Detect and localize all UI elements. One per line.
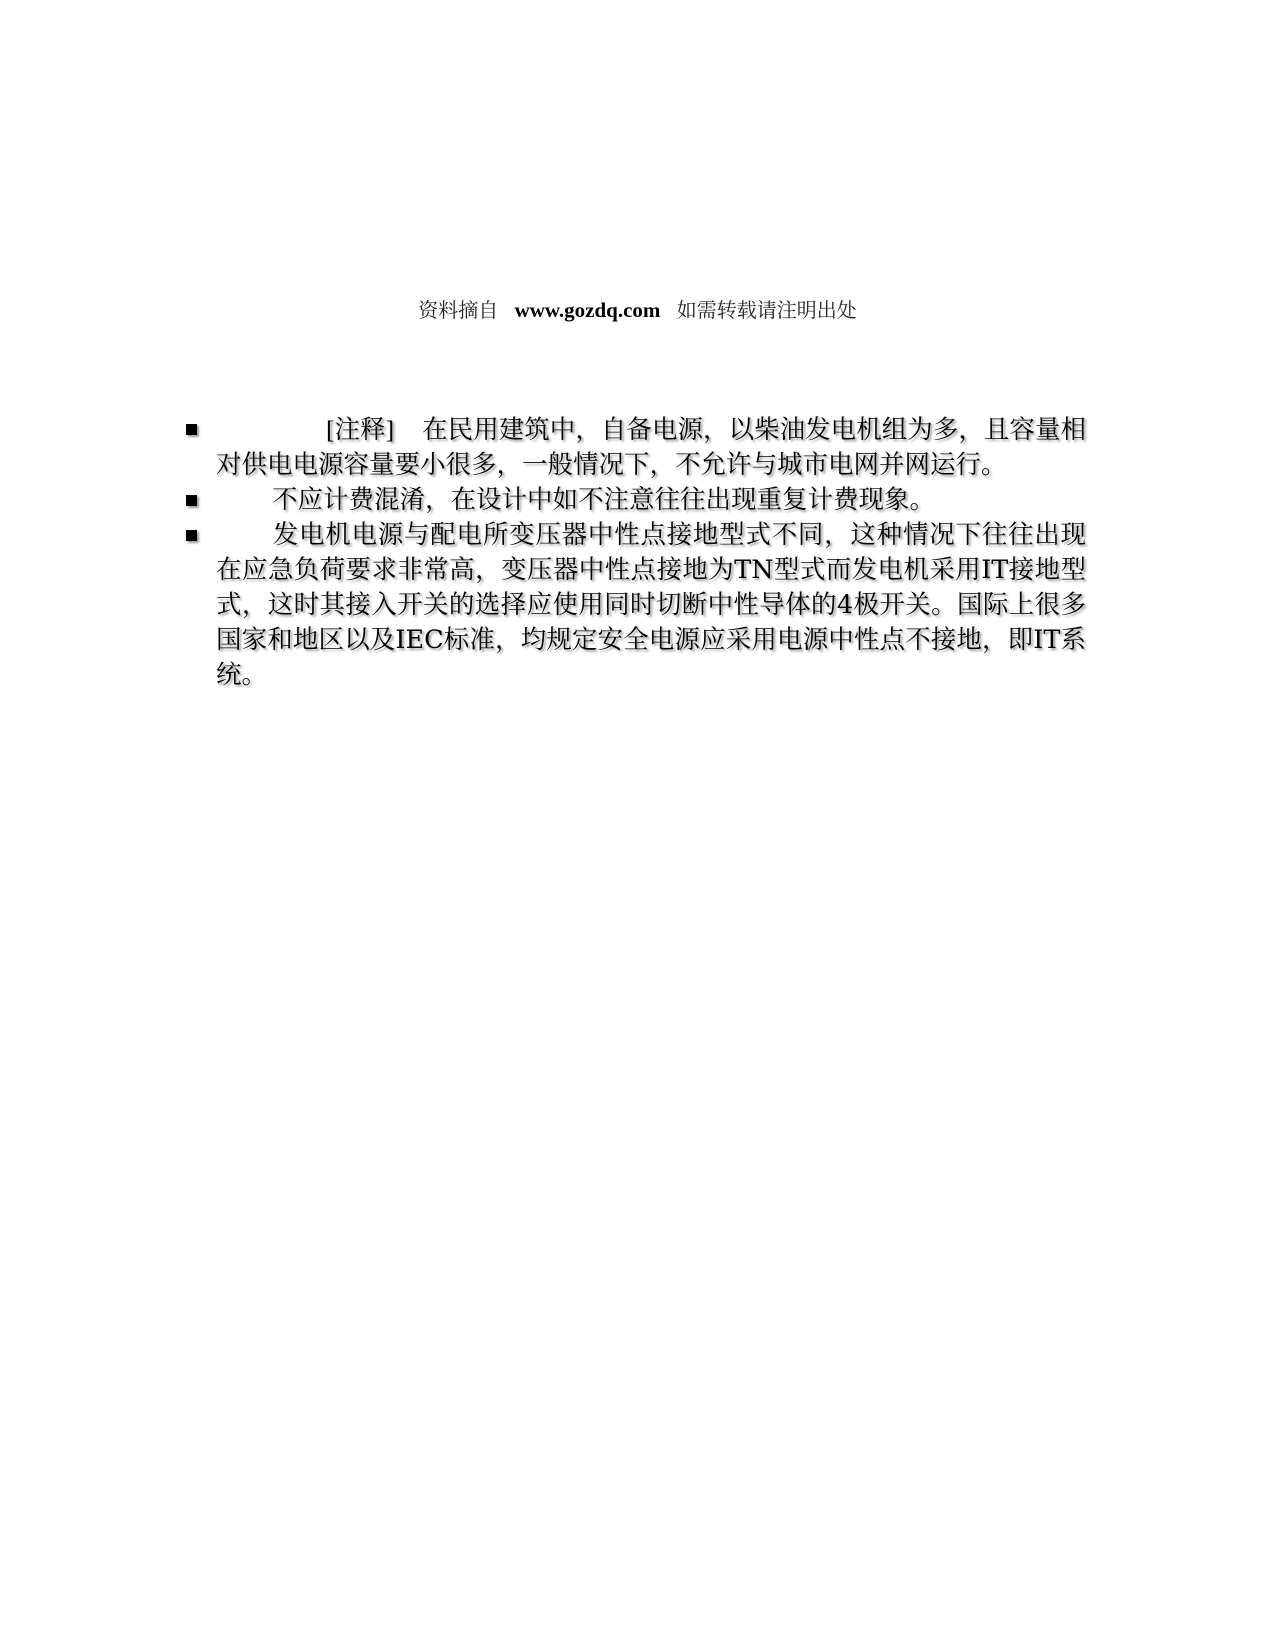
square-bullet-icon: [186, 530, 197, 541]
list-item-text: 发电机电源与配电所变压器中性点接地型式不同，这种情况下往往出现在应急负荷要求非常高，变压器中性点接地为TN型式而发电机采用IT接地型式，这时其接入开关的选择应使用同时切断中性导体的4极开关。国际上很多国家和地区以及IEC标准，均规定安全电源应采用电源中性点不接地，即IT系统。: [216, 520, 1086, 690]
note-tag: [注释]: [326, 415, 395, 444]
bullet-list: [186, 412, 1086, 693]
list-item: [186, 483, 1086, 518]
list-item: [186, 412, 1086, 483]
list-item-text: 不应计费混淆，在设计中如不注意往往出现重复计费现象。: [272, 485, 936, 515]
header-site-link[interactable]: www.gozdq.com: [514, 298, 661, 322]
list-item: [186, 518, 1086, 693]
header-suffix: 如需转载请注明出处: [676, 298, 857, 322]
square-bullet-icon: [186, 495, 197, 506]
list-item-text: 在民用建筑中，自备电源，以柴油发电机组为多，且容量相对供电电源容量要小很多，一般情况下，不允许与城市电网并网运行。: [216, 415, 1086, 480]
square-bullet-icon: [186, 424, 197, 435]
page-header: [0, 297, 1275, 323]
header-prefix: 资料摘自: [418, 298, 499, 322]
